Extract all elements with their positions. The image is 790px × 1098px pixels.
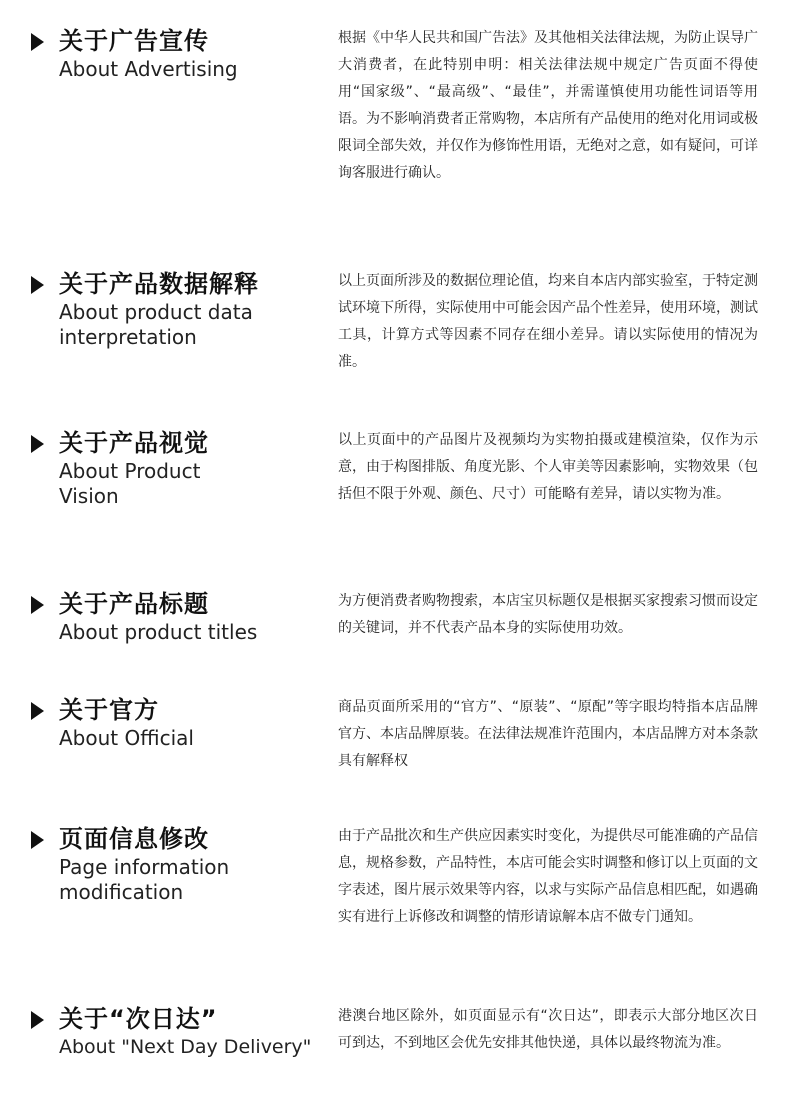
section-body: 港澳台地区除外，如页面显示有“次日达”，即表示大部分地区次日可到达，不到地区会优先安排其他快递，具体以最终物流为准。	[338, 1008, 758, 1051]
section-body: 为方便消费者购物搜索，本店宝贝标题仅是根据买家搜索习惯而设定的关键词，并不代表产品本身的实际使用功效。	[338, 593, 758, 636]
triangle-right-icon	[31, 1011, 44, 1029]
section-title-cn: 关于官方	[59, 696, 159, 724]
section-body: 由于产品批次和生产供应因素实时变化，为提供尽可能准确的产品信息，规格参数，产品特性，本店可能会实时调整和修订以上页面的文字表述，图片展示效果等内容，以求与实际产品信息相匹配，如遇确实有进行上诉修改和调整的情形请谅解本店不做专门通知。	[338, 828, 758, 925]
section-body: 以上页面所涉及的数据位理论值，均来自本店内部实验室，于特定测试环境下所得，实际使用中可能会因产品个性差异，使用环境，测试工具，计算方式等因素不同存在细小差异。请以实际使用的情况为准。	[338, 273, 758, 370]
section-body: 商品页面所采用的“官方”、“原装”、“原配”等字眼均特指本店品牌官方、本店品牌原装。在法律法规准许范围内，本店品牌方对本条款具有解释权	[338, 699, 758, 769]
section-title-en: Page information modification	[59, 855, 230, 904]
triangle-right-icon	[31, 435, 44, 453]
section-title-cn: 关于广告宣传	[59, 27, 209, 55]
section-title-cn: 关于“次日达”	[59, 1005, 218, 1033]
section-title-en: About product data interpretation	[59, 300, 253, 349]
section-title-en: About Official	[59, 726, 194, 750]
triangle-right-icon	[31, 33, 44, 51]
section-title-en: About product titles	[59, 620, 258, 644]
triangle-right-icon	[31, 596, 44, 614]
triangle-right-icon	[31, 831, 44, 849]
triangle-right-icon	[31, 276, 44, 294]
triangle-right-icon	[31, 702, 44, 720]
section-title-cn: 关于产品数据解释	[59, 270, 259, 298]
section-title-en: About Product Vision	[59, 459, 201, 508]
section-title-en: About Advertising	[59, 57, 238, 81]
section-body: 以上页面中的产品图片及视频均为实物拍摄或建模渲染，仅作为示意，由于构图排版、角度光影、个人审美等因素影响，实物效果（包括但不限于外观、颜色、尺寸）可能略有差异，请以实物为准。	[338, 432, 758, 502]
section-title-cn: 页面信息修改	[59, 825, 209, 853]
section-title-cn: 关于产品视觉	[59, 429, 209, 457]
section-title-cn: 关于产品标题	[59, 590, 209, 618]
section-body: 根据《中华人民共和国广告法》及其他相关法律法规，为防止误导广大消费者，在此特别申明：相关法律法规中规定广告页面不得使用“国家级”、“最高级”、“最佳”，并需谨慎使用功能性词语等用语。为不影响消费者正常购物，本店所有产品使用的绝对化用词或极限词全部失效，并仅作为修饰性用语，无绝对之意，如有疑问，可详询客服进行确认。	[338, 30, 758, 181]
section-title-en: About "Next Day Delivery"	[59, 1036, 312, 1058]
